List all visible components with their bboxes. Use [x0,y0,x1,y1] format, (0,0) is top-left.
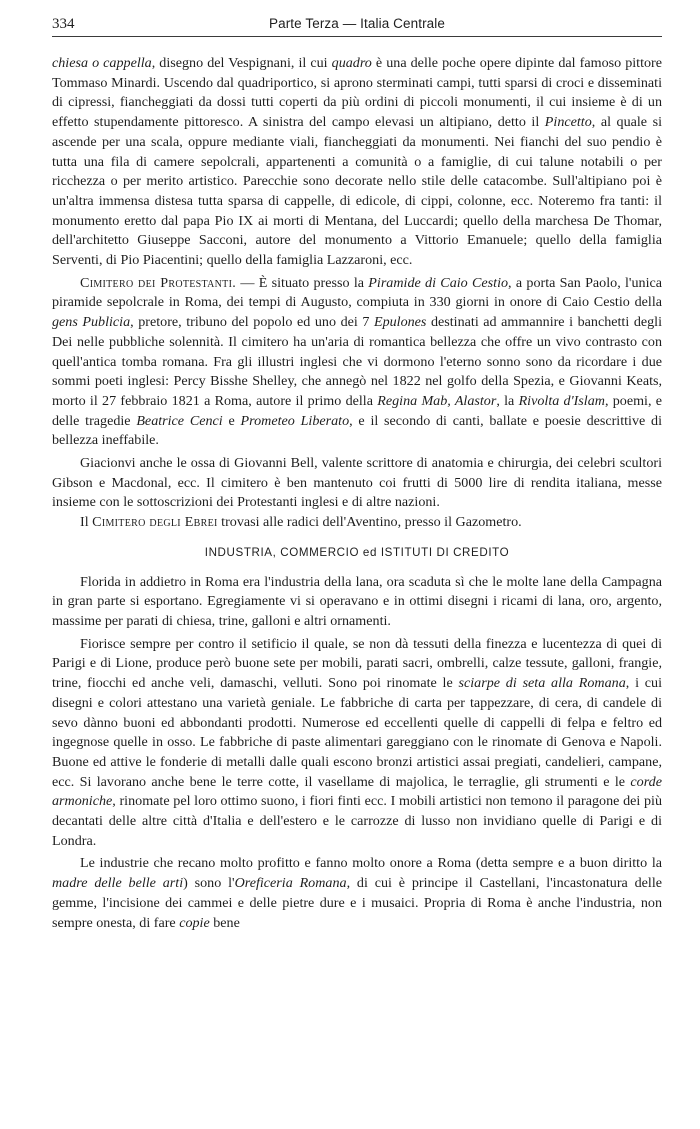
paragraph-lana: Florida in addietro in Roma era l'industria della lana, ora scaduta sì che le molte lane della Campagna in gran parte si esportano. Egregiamente vi si operavano e in ottimi disegni i ricami di lana, oro, argento, massime per parati di chiesa, trine, galloni e altri ornamenti. [52,573,662,629]
paragraph-cimitero-protestanti: Cimitero dei Protestanti. — È situato presso la Piramide di Caio Cestio, a porta San Paolo, l'unica piramide sepolcrale in Roma, dei tempi di Augusto, compiuta in 330 giorni in onore di Caio Cestio della gens Publicia, pretore, tribuno del popolo ed uno dei 7 Epulones destinati ad ammannire i banchetti degli Dei nelle pubbliche solennità. Il cimitero ha un'aria di romantica bellezza che offre un vivo contrasto con quell'antica tomba romana. Fra gli illustri inglesi che vi dormono l'eterno sonno sono da ricordare i due sommi poeti inglesi: Percy Bisshe Shelley, che annegò nel 1822 nel golfo della Spezia, e Giovanni Keats, morto il 27 febbraio 1821 a Roma, autore il primo della Regina Mab, Alastor, la Rivolta d'Islam, poemi, e delle tragedie Beatrice Cenci e Prometeo Liberato, e il secondo di canti, ballate e poesie descrittive di bellezza ineffabile. [52,274,663,449]
italic-term: sciarpe di seta alla Romana [458,675,626,692]
italic-term: Regina Mab, Alastor [377,392,497,409]
italic-term: Oreficeria Romana [234,875,347,892]
italic-term: Pincetto [544,114,592,131]
small-caps-title: Cimitero dei Protestanti. [80,274,237,291]
italic-term: gens Publicia [52,314,131,331]
italic-term: Piramide di Caio Cestio [368,274,509,291]
page-body [52,54,662,933]
small-caps-title: Cimitero degli Ebrei [92,514,218,531]
page-number: 334 [52,16,75,32]
italic-term: chiesa o cappella [52,55,152,71]
italic-term: corde armoniche [52,773,662,810]
page-header [52,14,662,37]
italic-term: Prometeo Liberato [240,412,350,429]
section-heading: INDUSTRIA, COMMERCIO ed ISTITUTI DI CREDITO [204,545,510,559]
paragraph-oreficeria: Le industrie che recano molto profitto e fanno molto onore a Roma (detta sempre e a buon diritto la madre delle belle arti) sono l'Oreficeria Romana, di cui è principe il Castellani, l'incastonatura delle gemme, l'incisione dei cammei e delle pietre dure e i musaici. Propria di Roma è anche l'industria, non sempre onesta, di fare copie bene [52,855,663,931]
paragraph-campo-verano: chiesa o cappella, disegno del Vespignani, il cui quadro è una delle poche opere dipinte dal famoso pittore Tommaso Minardi. Uscendo dal quadriportico, si aprono sterminati campi, tutti sparsi di croci e disseminati di cipressi, fiancheggiati da dossi tutti coperti da più ordini di piccoli monumenti, il cui insieme è di un effetto stupendamente pittoresco. A sinistra del campo elevasi un altipiano, detto il Pincetto, al quale si ascende per una scala, oppure mediante viali, fiancheggiati da monumenti. Nei fianchi del suo pendio è tutta una fila di camere sepolcrali, appartenenti a comunità o a famiglie, di cui talune notabili o per ricchezza o per merito artistico. Parecchie sono decorate nello stile delle catacombe. Sull'altipiano poi è un'altra immensa distesa tutta sparsa di cappelle, di edicole, di cippi, colonne, ecc. Noteremo fra tanti: il monumento eretto dal papa Pio IX ai morti di Mentana, del Luccardi; quello della marchesa De Thomar, dell'architetto Giuseppe Sacconi, autore del monumento a Vittorio Emanuele; quello della famiglia Serventi, di Pio Piacentini; quello della famiglia Lazzaroni, ecc. [52,55,662,269]
paragraph-giacionvi: Giacionvi anche le ossa di Giovanni Bell, valente scrittore di anatomia e chirurgia, dei celebri scultori Gibson e Macdonal, ecc. Il cimitero è ben mantenuto coi frutti di 5000 lire di rendita italiana, messe insieme con le sottoscrizioni dei Protestanti inglesi e di altre nazioni. [52,455,662,511]
italic-term: Beatrice Cenci [136,412,223,429]
paragraph-cimitero-ebrei: Il Cimitero degli Ebrei trovasi alle radici dell'Aventino, presso il Gazometro. [80,514,522,531]
italic-term: copie [179,914,210,931]
italic-term: Rivolta d'Islam [518,392,605,409]
running-head: Parte Terza — Italia Centrale [269,16,445,31]
book-page [52,14,662,933]
paragraph-setificio: Fiorisce sempre per contro il setificio il quale, se non dà tessuti della finezza e lucentezza di quei di Parigi e di Lione, produce però buone sete per mobili, parati sacri, ombrelli, calze tessute, galloni, frangie, trine, fiocchi ed anche veli, damaschi, velluti. Sono poi rinomate le sciarpe di seta alla Romana, i cui disegni e colori attestano una varietà geniale. Le fabbriche di carta per tappezzare, di cera, di candele di sevo dànno buoni ed abbondanti prodotti. Numerose ed eccellenti quelle di cappelli di felpa e feltro ed ingegnose quelle in osso. Le fabbriche di paste alimentari gareggiano con le rinomate di Genova e Napoli. Buone ed attive le fonderie di metalli dalle quali escono bronzi artistici assai pregiati, candelieri, campane, ecc. Si lavorano anche bene le terre cotte, il vasellame di majolica, le terraglie, gli strumenti e le corde armoniche, rinomate pel loro ottimo suono, i fiori finti ecc. I mobili artistici non temono il paragone dei più decantati delle altre città d'Italia e dell'estero e le carrozze di lusso non invidiano quelle di Parigi e di Londra. [52,635,662,849]
italic-term: madre delle belle arti [52,875,184,892]
italic-term: Epulones [373,314,427,331]
italic-term: quadro [331,55,372,71]
